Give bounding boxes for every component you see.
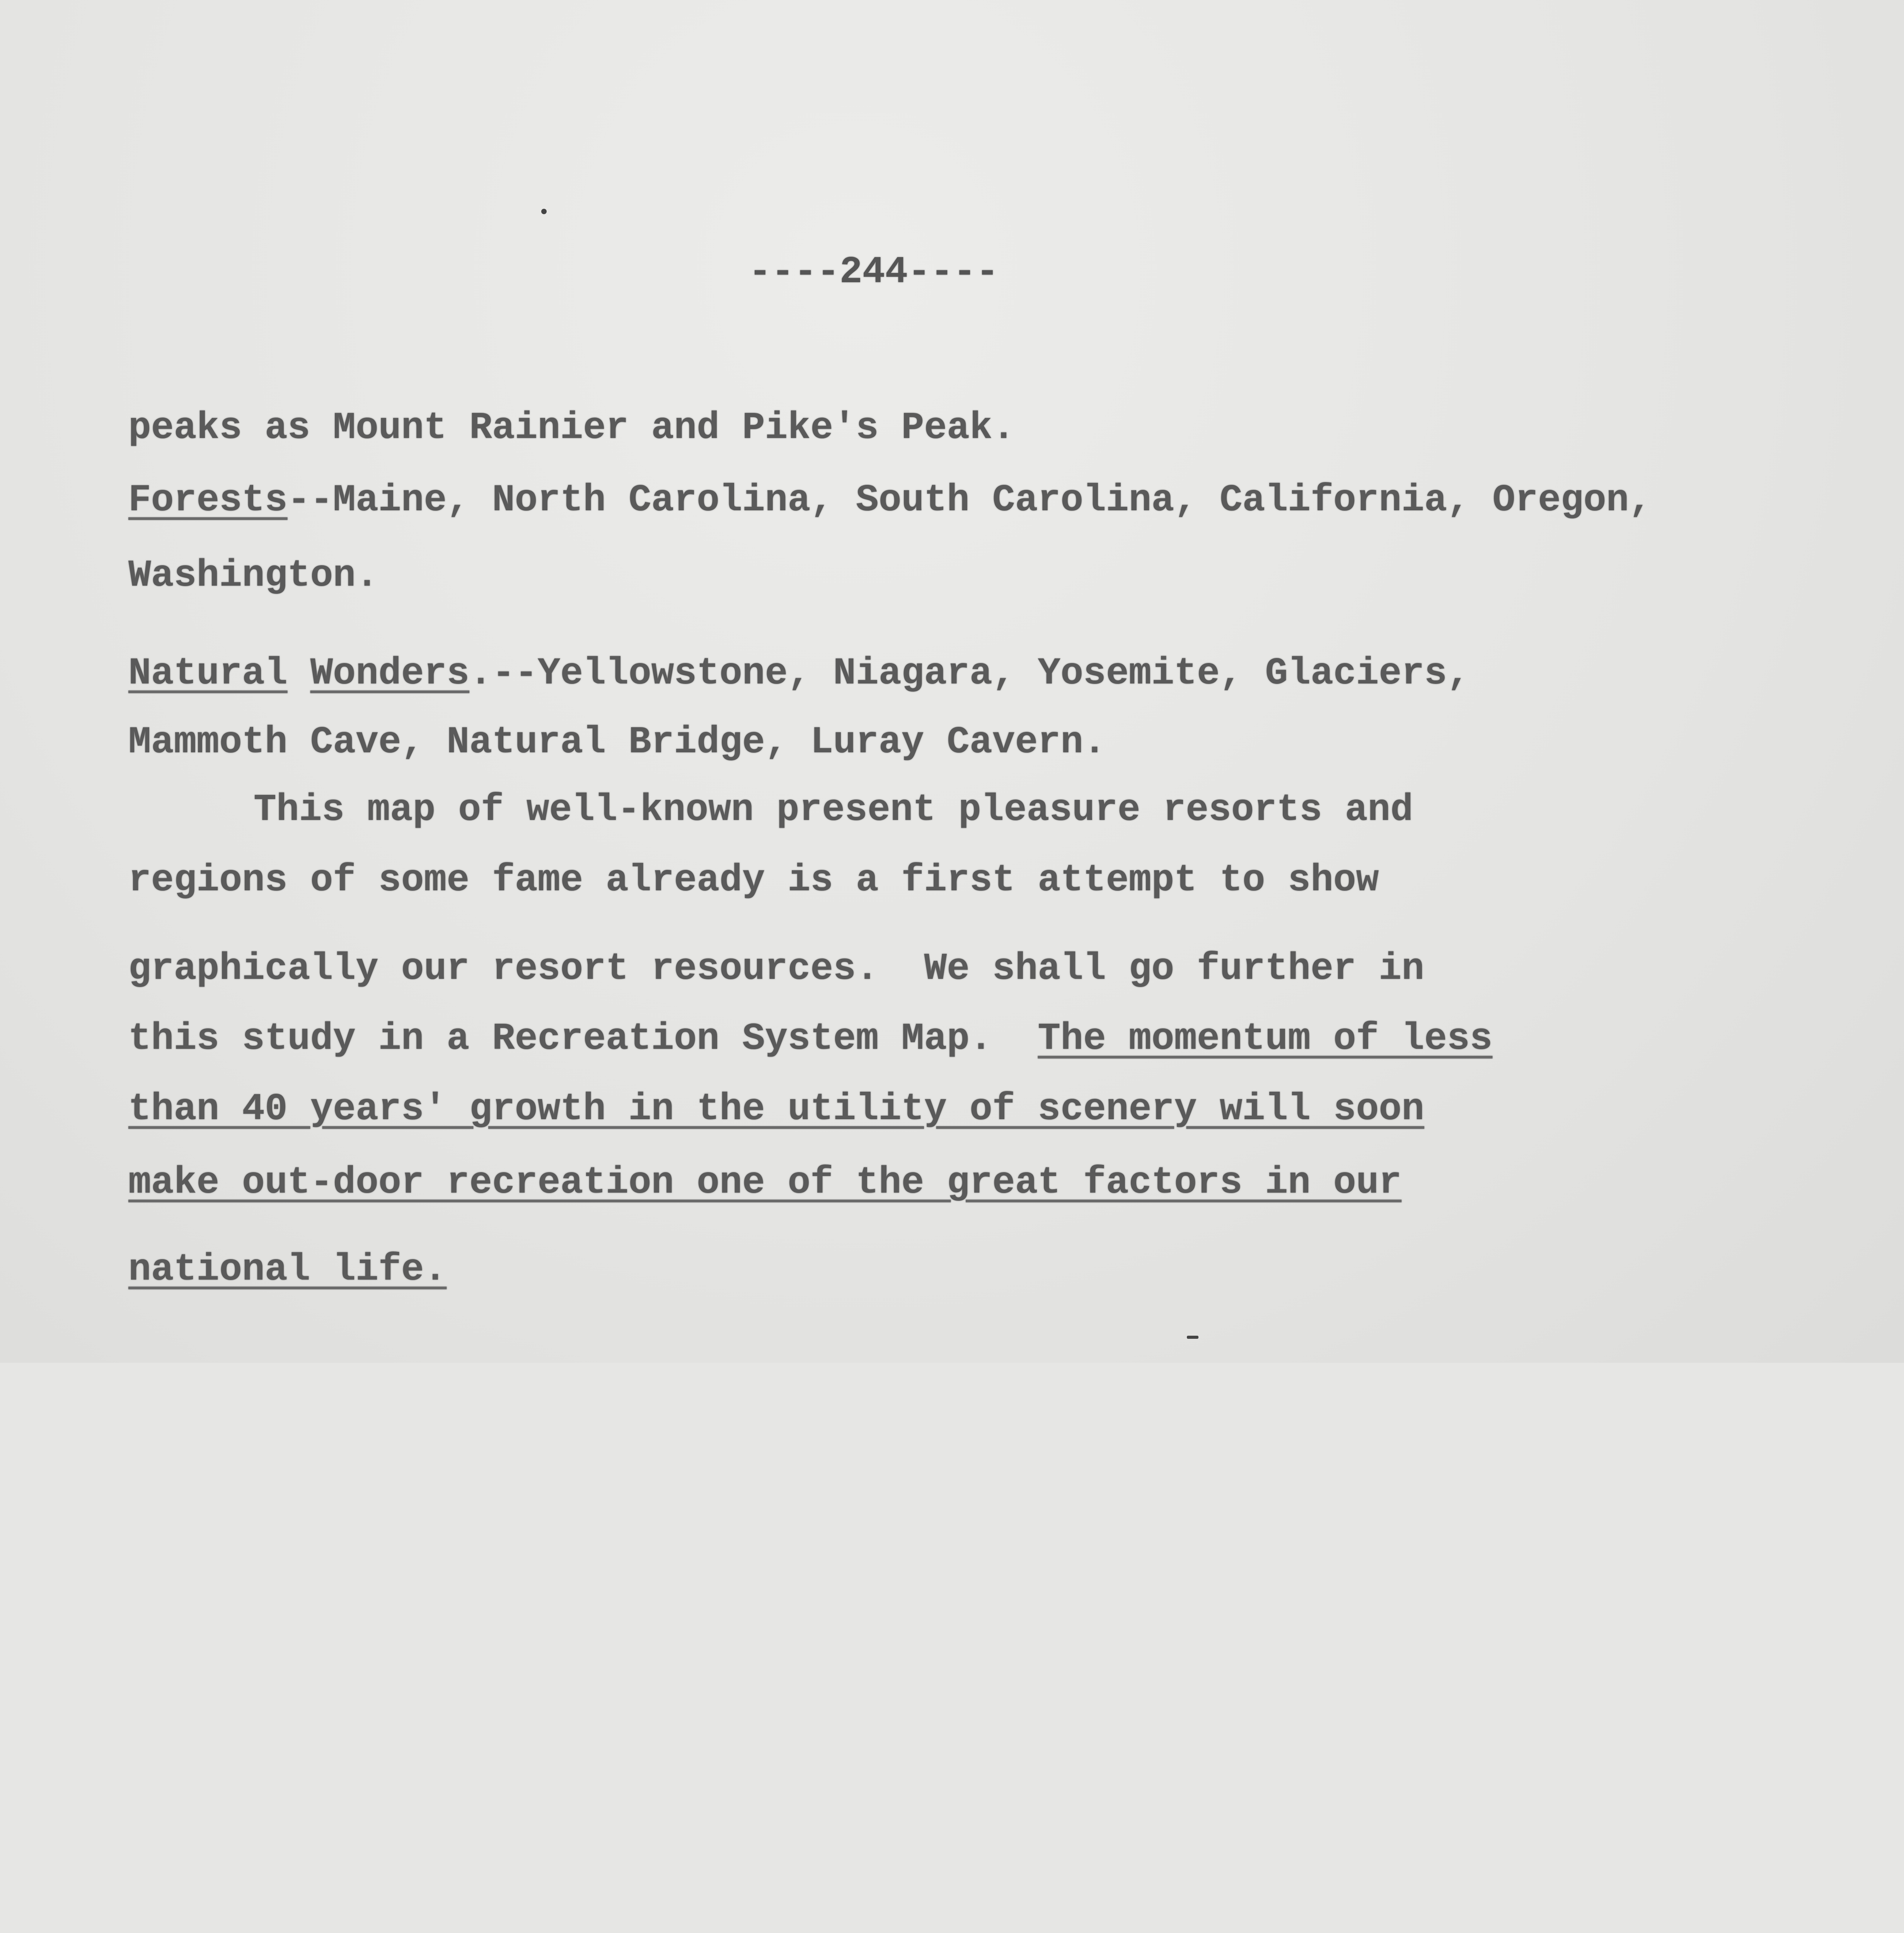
- text-line: [128, 719, 1106, 766]
- line-text: this study in a Recreation System Map.: [128, 1018, 1038, 1060]
- line-text: Washington.: [128, 554, 378, 597]
- text-line: [128, 477, 1652, 524]
- text-line: [128, 1016, 1493, 1062]
- heading-natural: Natural: [128, 652, 288, 695]
- text-line: [128, 1160, 1401, 1206]
- paper-speck: [1187, 1336, 1198, 1339]
- paper-speck: [541, 209, 547, 214]
- heading-forests: Forests: [128, 479, 288, 522]
- text-line: [128, 651, 1470, 697]
- underlined-text: national life.: [128, 1248, 447, 1291]
- line-text: regions of some fame already is a first attempt to show: [128, 859, 1379, 902]
- underlined-text: make out-door recreation one of the great factors in our: [128, 1161, 1402, 1204]
- text-line: [128, 1247, 447, 1293]
- line-text: peaks as Mount Rainier and Pike's Peak.: [128, 407, 1015, 450]
- line-text: .--Yellowstone, Niagara, Yosemite, Glaciers,: [469, 652, 1470, 695]
- text-line: [128, 1086, 1424, 1133]
- body-text: [0, 296, 1904, 1347]
- space: [288, 652, 310, 695]
- line-text: graphically our resort resources. We shall go further in: [128, 948, 1425, 990]
- underlined-text: than 40 years' growth in the utility of scenery will soon: [128, 1088, 1425, 1131]
- line-text: --Maine, North Carolina, South Carolina, California, Oregon,: [287, 479, 1652, 522]
- text-line: [128, 553, 378, 599]
- text-line: [128, 857, 1379, 904]
- paragraph-first-line: [254, 787, 1413, 834]
- line-text: This map of well-known present pleasure resorts and: [254, 789, 1413, 832]
- underlined-text: The momentum of less: [1038, 1018, 1493, 1060]
- text-line: [128, 946, 1424, 992]
- page-number: ----244----: [748, 251, 999, 294]
- heading-wonders: Wonders: [310, 652, 470, 695]
- line-text: Mammoth Cave, Natural Bridge, Luray Cavern.: [128, 721, 1106, 764]
- text-line: [128, 405, 1015, 452]
